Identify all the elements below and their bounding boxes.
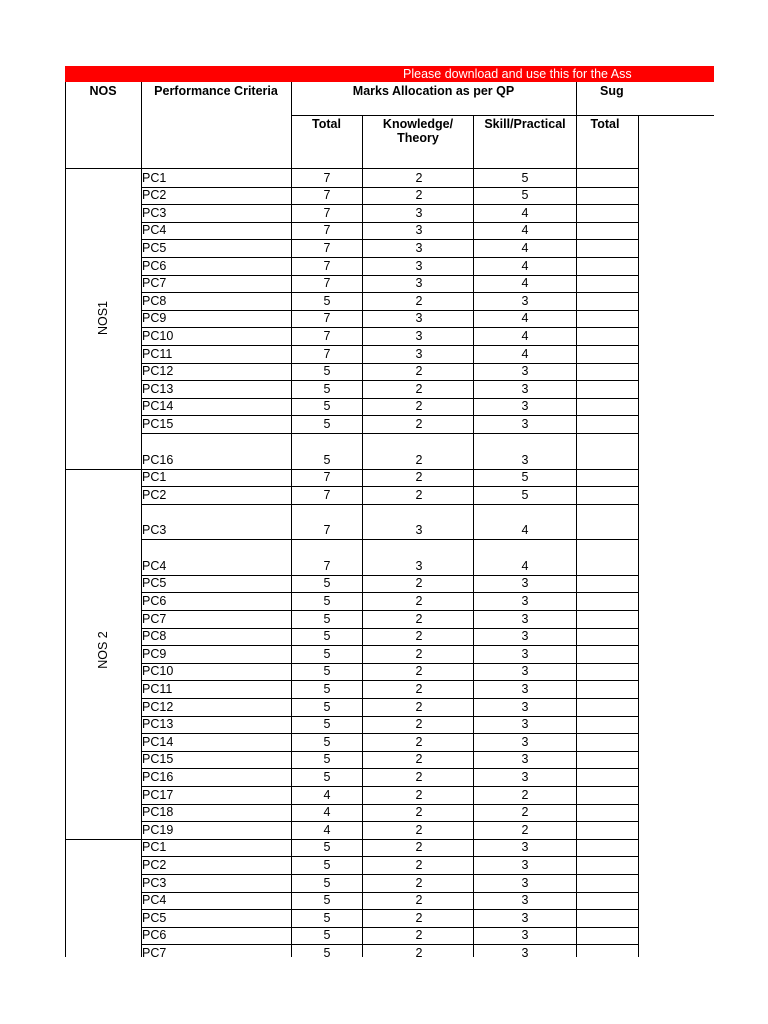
row-divider bbox=[141, 680, 639, 681]
knowledge-value: 3 bbox=[415, 523, 423, 538]
skill-value: 3 bbox=[521, 875, 529, 890]
pc-label: PC2 bbox=[142, 188, 167, 203]
total-value: 7 bbox=[323, 276, 331, 291]
knowledge-value: 2 bbox=[415, 699, 423, 714]
pc-label: PC15 bbox=[142, 752, 174, 767]
header-nos: NOS bbox=[89, 84, 117, 98]
total-value: 5 bbox=[323, 364, 331, 379]
header-knowledge-theory: Knowledge/ Theory bbox=[382, 117, 454, 145]
row-divider bbox=[141, 327, 639, 328]
knowledge-value: 2 bbox=[415, 769, 423, 784]
total-value: 5 bbox=[323, 734, 331, 749]
skill-value: 2 bbox=[521, 805, 529, 820]
total-value: 5 bbox=[323, 611, 331, 626]
pc-label: PC3 bbox=[142, 875, 167, 890]
skill-value: 3 bbox=[521, 717, 529, 732]
pc-label: PC17 bbox=[142, 787, 174, 802]
knowledge-value: 2 bbox=[415, 364, 423, 379]
skill-value: 5 bbox=[521, 487, 529, 502]
pc-label: PC16 bbox=[142, 452, 174, 467]
pc-label: PC5 bbox=[142, 241, 167, 255]
skill-value: 3 bbox=[521, 945, 529, 960]
pc-label: PC8 bbox=[142, 293, 167, 308]
skill-value: 3 bbox=[521, 399, 529, 414]
pc-label: PC7 bbox=[142, 611, 167, 626]
knowledge-value: 3 bbox=[415, 558, 423, 573]
skill-value: 3 bbox=[521, 611, 529, 626]
knowledge-value: 2 bbox=[415, 787, 423, 802]
total-value: 5 bbox=[323, 752, 331, 767]
pc-label: PC13 bbox=[142, 717, 174, 732]
header-performance-criteria: Performance Criteria bbox=[154, 84, 278, 98]
total-value: 5 bbox=[323, 629, 331, 644]
knowledge-value: 2 bbox=[415, 381, 423, 396]
skill-value: 3 bbox=[521, 699, 529, 714]
pc-label: PC6 bbox=[142, 928, 167, 943]
total-value: 5 bbox=[323, 646, 331, 661]
row-divider bbox=[141, 239, 639, 240]
pc-label: PC7 bbox=[142, 276, 167, 291]
knowledge-value: 2 bbox=[415, 399, 423, 414]
pc-label: PC13 bbox=[142, 381, 174, 396]
total-value: 5 bbox=[323, 875, 331, 890]
knowledge-value: 2 bbox=[415, 611, 423, 626]
skill-value: 4 bbox=[521, 346, 529, 361]
total-value: 5 bbox=[323, 681, 331, 696]
knowledge-value: 2 bbox=[415, 629, 423, 644]
pc-label: PC1 bbox=[142, 470, 167, 485]
pc-label: PC4 bbox=[142, 223, 167, 238]
total-value: 5 bbox=[323, 664, 331, 679]
total-value: 7 bbox=[323, 241, 331, 255]
skill-value: 4 bbox=[521, 311, 529, 326]
total-value: 5 bbox=[323, 417, 331, 431]
skill-value: 3 bbox=[521, 910, 529, 925]
knowledge-value: 2 bbox=[415, 170, 423, 185]
knowledge-value: 2 bbox=[415, 734, 423, 749]
pc-label: PC3 bbox=[142, 523, 167, 538]
pc-label: PC14 bbox=[142, 734, 174, 749]
skill-value: 3 bbox=[521, 857, 529, 872]
knowledge-value: 2 bbox=[415, 910, 423, 925]
pc-label: PC3 bbox=[142, 205, 167, 220]
total-column-border bbox=[362, 115, 363, 957]
knowledge-value: 2 bbox=[415, 646, 423, 661]
knowledge-value: 2 bbox=[415, 452, 423, 467]
header-bottom-border bbox=[65, 168, 639, 169]
skill-value: 4 bbox=[521, 205, 529, 220]
header-total-2: Total bbox=[590, 117, 620, 131]
total-value: 5 bbox=[323, 857, 331, 872]
row-divider bbox=[141, 856, 639, 857]
left-border bbox=[65, 82, 66, 957]
pc-label: PC12 bbox=[142, 364, 174, 379]
knowledge-value: 2 bbox=[415, 805, 423, 820]
marks-column-border bbox=[576, 82, 577, 957]
row-divider bbox=[141, 592, 639, 593]
total-value: 5 bbox=[323, 293, 331, 308]
total-value: 5 bbox=[323, 381, 331, 396]
skill-value: 3 bbox=[521, 734, 529, 749]
skill-value: 3 bbox=[521, 752, 529, 767]
knowledge-value: 2 bbox=[415, 822, 423, 837]
skill-value: 4 bbox=[521, 558, 529, 573]
knowledge-value: 2 bbox=[415, 681, 423, 696]
skill-value: 4 bbox=[521, 276, 529, 291]
pc-label: PC5 bbox=[142, 910, 167, 925]
pc-label: PC7 bbox=[142, 945, 167, 960]
total-value: 5 bbox=[323, 593, 331, 608]
pc-label: PC18 bbox=[142, 805, 174, 820]
skill-value: 3 bbox=[521, 893, 529, 908]
total-value: 7 bbox=[323, 346, 331, 361]
nos-group-label: NOS 2 bbox=[96, 631, 110, 669]
knowledge-value: 2 bbox=[415, 893, 423, 908]
pc-label: PC8 bbox=[142, 629, 167, 644]
pc-label: PC9 bbox=[142, 646, 167, 661]
total-value: 5 bbox=[323, 840, 331, 855]
pc-label: PC5 bbox=[142, 576, 167, 591]
pc-label: PC4 bbox=[142, 893, 167, 908]
skill-value: 4 bbox=[521, 329, 529, 343]
skill-value: 4 bbox=[521, 223, 529, 238]
skill-value: 3 bbox=[521, 364, 529, 379]
skill-value: 3 bbox=[521, 769, 529, 784]
skill-value: 3 bbox=[521, 417, 529, 431]
knowledge-value: 3 bbox=[415, 346, 423, 361]
row-divider bbox=[141, 415, 639, 416]
total-value: 5 bbox=[323, 928, 331, 943]
skill-value: 3 bbox=[521, 593, 529, 608]
row-divider bbox=[141, 539, 639, 540]
knowledge-value: 3 bbox=[415, 241, 423, 255]
skill-value: 3 bbox=[521, 664, 529, 679]
pc-label: PC12 bbox=[142, 699, 174, 714]
total-value: 5 bbox=[323, 717, 331, 732]
knowledge-value: 2 bbox=[415, 875, 423, 890]
nos-group-label: NOS1 bbox=[96, 300, 110, 336]
skill-value: 3 bbox=[521, 452, 529, 467]
pc-label: PC2 bbox=[142, 487, 167, 502]
knowledge-value: 2 bbox=[415, 945, 423, 960]
row-divider bbox=[141, 944, 639, 945]
skill-value: 3 bbox=[521, 681, 529, 696]
knowledge-value: 2 bbox=[415, 470, 423, 485]
knowledge-value: 2 bbox=[415, 417, 423, 431]
header-total: Total bbox=[312, 117, 341, 131]
knowledge-value: 2 bbox=[415, 717, 423, 732]
skill-value: 4 bbox=[521, 241, 529, 255]
knowledge-value: 2 bbox=[415, 293, 423, 308]
pc-label: PC1 bbox=[142, 840, 167, 855]
row-divider bbox=[141, 504, 639, 505]
pc-label: PC15 bbox=[142, 417, 174, 431]
total-value: 4 bbox=[323, 787, 331, 802]
knowledge-value: 2 bbox=[415, 928, 423, 943]
knowledge-value: 3 bbox=[415, 223, 423, 238]
total-value: 5 bbox=[323, 893, 331, 908]
knowledge-value: 3 bbox=[415, 329, 423, 343]
total-value: 7 bbox=[323, 311, 331, 326]
skill-value: 4 bbox=[521, 523, 529, 538]
skill-value: 4 bbox=[521, 258, 529, 273]
pc-label: PC16 bbox=[142, 769, 174, 784]
total-value: 7 bbox=[323, 188, 331, 203]
pc-label: PC11 bbox=[142, 346, 173, 361]
skill-value: 5 bbox=[521, 170, 529, 185]
total-value: 4 bbox=[323, 822, 331, 837]
skill-value: 3 bbox=[521, 576, 529, 591]
sug-total-border bbox=[638, 115, 639, 957]
total-value: 7 bbox=[323, 205, 331, 220]
pc-label: PC6 bbox=[142, 593, 167, 608]
total-value: 5 bbox=[323, 576, 331, 591]
total-value: 7 bbox=[323, 558, 331, 573]
knowledge-value: 3 bbox=[415, 205, 423, 220]
knowledge-value: 3 bbox=[415, 258, 423, 273]
pc-label: PC10 bbox=[142, 664, 174, 679]
skill-value: 3 bbox=[521, 646, 529, 661]
knowledge-value: 2 bbox=[415, 664, 423, 679]
total-value: 4 bbox=[323, 805, 331, 820]
knowledge-value: 2 bbox=[415, 857, 423, 872]
knowledge-value: 2 bbox=[415, 752, 423, 767]
pc-label: PC19 bbox=[142, 822, 174, 837]
knowledge-value: 2 bbox=[415, 593, 423, 608]
group-divider bbox=[65, 469, 142, 470]
total-value: 5 bbox=[323, 769, 331, 784]
skill-value: 3 bbox=[521, 381, 529, 396]
notice-text: Please download and use this for the Ass bbox=[403, 67, 632, 81]
knowledge-value: 3 bbox=[415, 311, 423, 326]
knowledge-value: 3 bbox=[415, 276, 423, 291]
group-divider bbox=[65, 839, 142, 840]
skill-value: 3 bbox=[521, 629, 529, 644]
skill-value: 2 bbox=[521, 822, 529, 837]
pc-label: PC14 bbox=[142, 399, 174, 414]
skill-value: 3 bbox=[521, 928, 529, 943]
total-value: 7 bbox=[323, 223, 331, 238]
total-value: 7 bbox=[323, 523, 331, 538]
skill-value: 5 bbox=[521, 470, 529, 485]
pc-label: PC2 bbox=[142, 857, 167, 872]
skill-value: 3 bbox=[521, 840, 529, 855]
total-value: 7 bbox=[323, 470, 331, 485]
total-value: 5 bbox=[323, 399, 331, 414]
knowledge-value: 2 bbox=[415, 576, 423, 591]
total-value: 7 bbox=[323, 329, 331, 343]
total-value: 5 bbox=[323, 452, 331, 467]
pc-label: PC6 bbox=[142, 258, 167, 273]
total-value: 7 bbox=[323, 170, 331, 185]
notice-banner bbox=[65, 66, 714, 82]
pc-label: PC9 bbox=[142, 311, 167, 326]
header-sug: Sug bbox=[600, 84, 624, 98]
skill-value: 3 bbox=[521, 293, 529, 308]
skill-value: 2 bbox=[521, 787, 529, 802]
total-value: 5 bbox=[323, 699, 331, 714]
pc-label: PC4 bbox=[142, 558, 167, 573]
total-value: 5 bbox=[323, 945, 331, 960]
skill-value: 5 bbox=[521, 188, 529, 203]
pc-label: PC11 bbox=[142, 681, 173, 696]
row-divider bbox=[141, 433, 639, 434]
pc-label: PC1 bbox=[142, 170, 167, 185]
pc-label: PC10 bbox=[142, 329, 174, 343]
total-value: 7 bbox=[323, 487, 331, 502]
total-value: 7 bbox=[323, 258, 331, 273]
row-divider bbox=[141, 768, 639, 769]
knowledge-value: 2 bbox=[415, 487, 423, 502]
header-skill-practical: Skill/Practical bbox=[484, 117, 566, 131]
knowledge-value: 2 bbox=[415, 188, 423, 203]
header-marks-allocation: Marks Allocation as per QP bbox=[352, 84, 515, 98]
knowledge-value: 2 bbox=[415, 840, 423, 855]
total-value: 5 bbox=[323, 910, 331, 925]
header-subdivider bbox=[291, 115, 714, 116]
